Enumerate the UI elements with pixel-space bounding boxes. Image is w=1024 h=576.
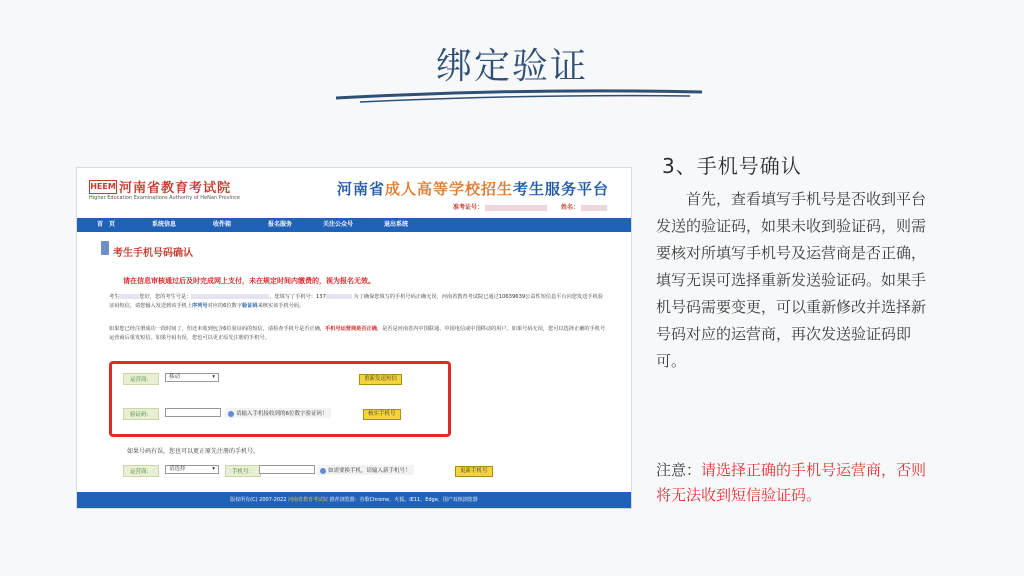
note: [656, 458, 932, 508]
blurred-exam-no: [485, 205, 547, 211]
site-footer: [77, 492, 631, 508]
note-label: 注意：: [656, 461, 702, 479]
logo-icon: HEEM: [89, 180, 117, 194]
website-screenshot: [76, 167, 632, 509]
masked-phone: [326, 294, 352, 299]
nav-item-inbox[interactable]: 收件箱: [212, 221, 231, 228]
note-warning: 请选择正确的手机号运营商，否则将无法收到短信验证码。: [656, 461, 927, 504]
platform-title-part-c: 考生服务平台: [512, 180, 609, 198]
logo-text: 河南省教育考试院: [119, 181, 232, 196]
instructions-paragraph-2: [109, 325, 607, 343]
payment-warning: 请在信息审核通过后及时完成网上支付，未在规定时间内缴费的，视为报名无效。: [123, 277, 375, 285]
info-icon: [228, 411, 234, 417]
masked-exam-no: [191, 294, 269, 299]
p2-text-a: 如果您已经注册成功一段时间了，但还未收到包含6位验证码的短信，请检查手机号是否正确，: [109, 326, 325, 332]
page-title: 考生手机号码确认: [113, 248, 193, 259]
footer-copyright: 版权所有(C) 2007-2022: [230, 497, 288, 503]
title-underline-decoration: [330, 84, 710, 106]
carrier2-select-value: 请选择: [169, 466, 186, 472]
code-label: 验证码：: [123, 408, 159, 420]
carrier-select[interactable]: [165, 373, 219, 382]
info-icon: [320, 468, 326, 474]
nav-item-logout[interactable]: 退出系统: [383, 221, 408, 228]
highlight-box: [109, 361, 451, 437]
masked-name: [119, 294, 139, 299]
verify-phone-button[interactable]: 核实手机号: [363, 409, 401, 420]
section-title: 3、手机号确认: [662, 154, 802, 178]
carrier-select-value: 移动: [169, 374, 181, 380]
resend-sms-button[interactable]: 重新发送短信: [359, 374, 402, 385]
slide-title: 绑定验证: [435, 46, 588, 87]
logo-subtitle: Higher Education Examinations Authority of HeNan Province: [89, 195, 240, 201]
carrier2-select[interactable]: [165, 465, 219, 474]
p1-text-b: 您好，您的考生号是：: [139, 294, 192, 300]
nav-item-follow[interactable]: 关注公众号: [322, 221, 353, 228]
carrier2-label: 运营商：: [123, 465, 159, 477]
exam-no-label: 准考证号：: [452, 204, 483, 211]
p2-highlight: 手机号运营商是否正确: [325, 326, 377, 332]
p1-text-a: 考生: [109, 294, 120, 300]
platform-title-part-a: 河南省: [336, 180, 385, 198]
phone-hint: [317, 465, 414, 475]
new-phone-input[interactable]: [259, 465, 315, 474]
phone-icon: [101, 241, 109, 255]
p1-code: 验证码: [242, 303, 258, 309]
nav-item-registration[interactable]: 报名服务: [267, 221, 292, 228]
nav-item-home[interactable]: 首 页: [96, 221, 115, 228]
phone-label: 手机号：: [225, 465, 261, 477]
site-nav: [77, 218, 631, 232]
platform-title-part-b: 成人高等学校招生: [384, 180, 513, 198]
chevron-down-icon: ▾: [212, 466, 215, 472]
update-phone-button[interactable]: 更新手机号: [455, 466, 493, 477]
footer-link[interactable]: 河南省教育考试院: [288, 497, 329, 503]
p1-serial: 序列号: [192, 303, 208, 309]
blurred-name: [581, 205, 607, 211]
instructions-paragraph-1: [109, 293, 607, 311]
exam-info-line: [453, 202, 607, 211]
platform-title: [337, 178, 609, 199]
p1-text-f: 对应的6位数字: [207, 303, 243, 309]
code-hint: [225, 408, 331, 418]
p1-text-c: ，您填写了手机号：137: [269, 294, 326, 300]
phone-hint-text: 如需要换手机，请输入新手机号！: [328, 468, 411, 474]
edit-phone-note: 如果号码有误，您也可以更正原先注册的手机号。: [127, 448, 260, 455]
p2-text-c: ，是否是河南省内中国联通、中国电信或中国移动的用户。如果号码无误，您可以选择正确的手机号运营商后重发短信。如果号码有误，您也可以更正原先注册的手机号。: [109, 326, 606, 341]
code-hint-text: 请输入手机接收到的6位数字验证码！: [236, 411, 328, 417]
chevron-down-icon: ▾: [212, 374, 215, 380]
p1-text-d: 为了确保您填写的手机号码正确无误，河南省教育考试院已通过10639639公益性短信息平台向您发送手机验证码短信，请您输入发送到该手机上: [109, 294, 603, 309]
footer-browsers: 推荐浏览器：谷歌Chrome、火狐、IE11、Edge，国产双核浏览器: [328, 497, 478, 503]
body-text: 首先，查看填写手机号是否收到平台发送的验证码，如果未收到验证码，则需要核对所填写手机号及运营商是否正确，填写无误可选择重新发送验证码。如果手机号码需要变更，可以重新修改并选择新号码对应的运营商，再次发送验证码即可。: [656, 190, 927, 370]
site-header: [77, 168, 631, 216]
carrier-label: 运营商：: [123, 373, 159, 385]
code-input[interactable]: [165, 408, 221, 417]
name-label: 姓名：: [560, 204, 579, 211]
nav-item-system-info[interactable]: 系统信息: [151, 221, 176, 228]
p1-text-h: 来核实该手机号码。: [257, 303, 305, 309]
